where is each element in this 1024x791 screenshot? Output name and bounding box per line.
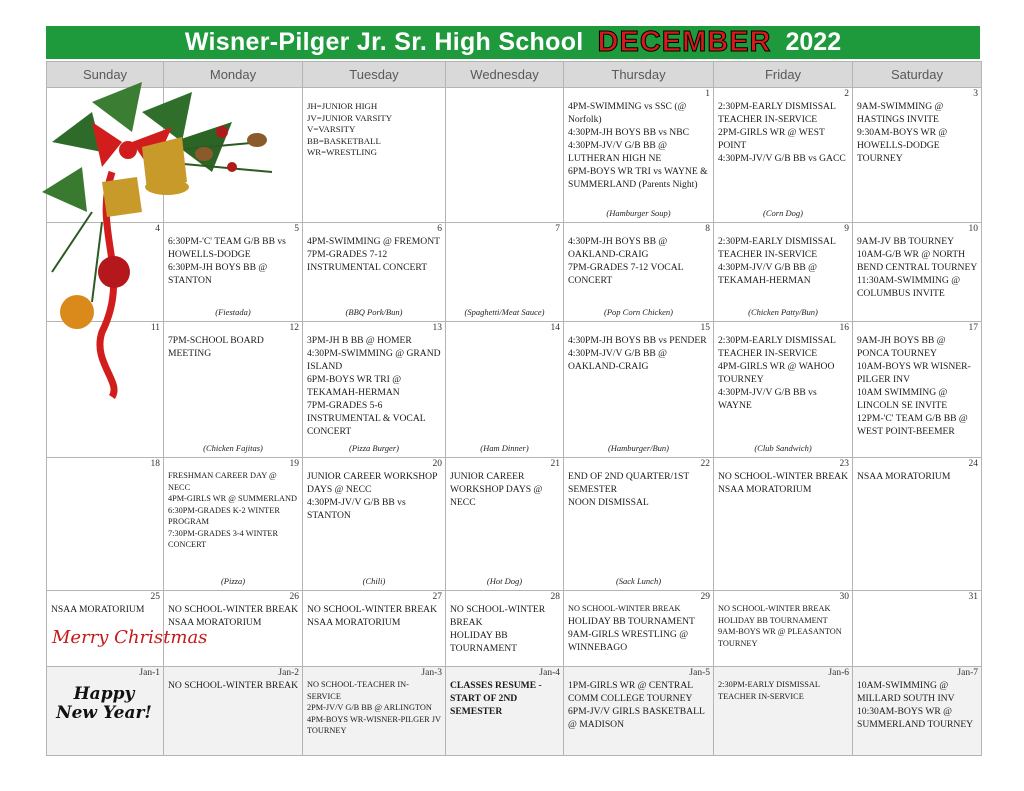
day-events: 9AM-SWIMMING @ HASTINGS INVITE 9:30AM-BOYS WR @ HOWELLS-DODGE TOURNEY [857,101,948,164]
day-events: 3PM-JH B BB @ HOMER 4:30PM-SWIMMING @ GRAND ISLAND 6PM-BOYS WR TRI @ TEKAMAH-HERMAN 7PM-GRADES 5-6 INSTRUMENTAL & VOCAL CONCERT [307,335,441,437]
day-events: 9AM-JV BB TOURNEY 10AM-G/B WR @ NORTH BEND CENTRAL TOURNEY 11:30AM-SWIMMING @ COLUMBUS INVITE [857,236,978,299]
day-number: 10 [968,224,978,234]
day-cell [303,223,446,322]
day-events: 6:30PM-'C' TEAM G/B BB vs HOWELLS-DODGE 6:30PM-JH BOYS BB @ STANTON [168,236,286,286]
day-events: NSAA MORATORIUM [51,604,145,615]
day-events: NO SCHOOL-TEACHER IN-SERVICE 2PM-JV/V G/B BB @ ARLINGTON 4PM-BOYS WR-WISNER-PILGER JV TOURNEY [307,680,441,735]
merry-christmas-text: Merry Christmas [52,627,208,648]
day-number: 4 [155,224,160,234]
day-number: 19 [289,459,299,469]
day-number: 2 [844,89,849,99]
day-cell [853,458,982,591]
day-number: 12 [289,323,299,333]
day-cell [564,667,714,756]
lunch-menu: (Ham Dinner) [480,443,529,453]
month-name: DECEMBER [597,26,772,58]
day-events: JUNIOR CAREER WORKSHOP DAYS @ NECC [450,471,543,508]
day-cell [564,322,714,458]
day-number: 29 [700,592,710,602]
day-events: 2:30PM-EARLY DISMISSAL TEACHER IN-SERVICE [718,680,820,701]
day-events: JUNIOR CAREER WORKSHOP DAYS @ NECC 4:30PM-JV/V G/B BB vs STANTON [307,471,438,521]
day-cell [564,458,714,591]
day-events: 4:30PM-JH BOYS BB @ OAKLAND-CRAIG 7PM-GRADES 7-12 VOCAL CONCERT [568,236,684,286]
day-number: 30 [839,592,849,602]
day-number: 22 [700,459,710,469]
day-cell [446,458,564,591]
calendar-title-banner [46,26,980,59]
lunch-menu: (Corn Dog) [763,208,803,218]
day-number: Jan-2 [278,668,299,678]
day-cell [446,223,564,322]
day-number: 23 [839,459,849,469]
day-cell [853,322,982,458]
day-events: 4:30PM-JH BOYS BB vs PENDER 4:30PM-JV/V G/B BB @ OAKLAND-CRAIG [568,335,707,372]
day-cell [714,322,853,458]
day-events: 7PM-SCHOOL BOARD MEETING [168,335,264,359]
day-events: NO SCHOOL-WINTER BREAK HOLIDAY BB TOURNAMENT 9AM-BOYS WR @ PLEASANTON TOURNEY [718,604,842,648]
day-cell-empty [446,88,564,223]
lunch-menu: (Chicken Fajitas) [203,443,263,453]
christmas-decoration-image [32,72,292,402]
header-saturday: Saturday [853,62,982,88]
day-number: 28 [550,592,560,602]
day-number: 25 [150,592,160,602]
lunch-menu: (BBQ Pork/Bun) [345,307,403,317]
day-number: 5 [294,224,299,234]
day-number: Jan-1 [139,668,160,678]
lunch-menu: (Chili) [362,576,386,586]
legend-cell [303,88,446,223]
day-number: Jan-7 [957,668,978,678]
day-number: 16 [839,323,849,333]
day-events: NO SCHOOL-WINTER BREAK [568,604,681,613]
day-cell [446,591,564,667]
day-cell [853,223,982,322]
day-cell [446,322,564,458]
day-number: 7 [555,224,560,234]
day-cell [564,88,714,223]
header-wednesday: Wednesday [446,62,564,88]
day-cell [853,591,982,667]
header-tuesday: Tuesday [303,62,446,88]
day-events: FRESHMAN CAREER DAY @ NECC 4PM-GIRLS WR @ SUMMERLAND 6:30PM-GRADES K-2 WINTER PROGRAM 7:30PM-GRADES 3-4 WINTER CONCERT [168,471,297,549]
day-events: 1PM-GIRLS WR @ CENTRAL COMM COLLEGE TOURNEY 6PM-JV/V GIRLS BASKETBALL @ MADISON [568,680,705,730]
day-number: 26 [289,592,299,602]
lunch-menu: (Pizza Burger) [349,443,399,453]
day-cell [164,458,303,591]
day-cell [714,667,853,756]
lunch-menu: (Spaghetti/Meat Sauce) [464,307,545,317]
abbreviation-legend: JH=JUNIOR HIGH JV=JUNIOR VARSITY V=VARSITY BB=BASKETBALL WR=WRESTLING [307,101,393,157]
day-events: NO SCHOOL-WINTER BREAK NSAA MORATORIUM [718,471,849,495]
happy-new-year-image [56,685,152,737]
header-friday: Friday [714,62,853,88]
day-cell [714,223,853,322]
header-sunday: Sunday [47,62,164,88]
day-cell [564,223,714,322]
day-number: 9 [844,224,849,234]
day-cell [714,591,853,667]
lunch-menu: (Pop Corn Chicken) [604,307,673,317]
day-number: Jan-3 [421,668,442,678]
day-number: 20 [432,459,442,469]
day-number: 24 [968,459,978,469]
day-events: 2:30PM-EARLY DISMISSAL TEACHER IN-SERVICE 4:30PM-JV/V G/B BB @ TEKAMAH-HERMAN [718,236,836,286]
day-cell [303,458,446,591]
day-number: 1 [705,89,710,99]
school-name: Wisner-Pilger Jr. Sr. High School [184,28,584,56]
day-number: 17 [968,323,978,333]
year: 2022 [785,28,842,56]
day-number: Jan-5 [689,668,710,678]
day-number: 31 [968,592,978,602]
day-cell [714,88,853,223]
day-events: 9AM-JH BOYS BB @ PONCA TOURNEY 10AM-BOYS WR WISNER-PILGER INV 10AM SWIMMING @ LINCOLN SE INVITE 12PM-'C' TEAM G/B BB @ WEST POINT-BEEMER [857,335,971,437]
day-number: Jan-6 [828,668,849,678]
day-events: 2:30PM-EARLY DISMISSAL TEACHER IN-SERVICE 4PM-GIRLS WR @ WAHOO TOURNEY 4:30PM-JV/V G/B BB vs WAYNE [718,335,836,411]
header-monday: Monday [164,62,303,88]
day-cell [47,458,164,591]
lunch-menu: (Sack Lunch) [615,576,662,586]
day-cell [564,591,714,667]
day-cell [853,667,982,756]
day-events: HOLIDAY BB TOURNAMENT 9AM-GIRLS WRESTLING @ WINNEBAGO [568,615,695,653]
day-events: NSAA MORATORIUM [857,471,951,482]
day-number: 3 [973,89,978,99]
week-row [47,667,982,756]
lunch-menu: (Chicken Patty/Bun) [748,307,818,317]
lunch-menu: (Hot Dog) [486,576,523,586]
day-events: 10AM-SWIMMING @ MILLARD SOUTH INV 10:30AM-BOYS WR @ SUMMERLAND TOURNEY [857,680,974,730]
day-number: 8 [705,224,710,234]
day-cell [853,88,982,223]
day-number: Jan-4 [539,668,560,678]
day-cell [303,591,446,667]
day-events: NO SCHOOL-WINTER BREAK HOLIDAY BB TOURNAMENT [450,604,546,654]
day-number: 27 [432,592,442,602]
lunch-menu: (Club Sandwich) [754,443,812,453]
day-number: 14 [550,323,560,333]
happy-text: Happy [73,684,135,704]
day-number: 15 [700,323,710,333]
day-events: 4PM-SWIMMING vs SSC (@ Norfolk) 4:30PM-JH BOYS BB vs NBC 4:30PM-JV/V G/B BB @ LUTHERAN HIGH NE 6PM-BOYS WR TRI vs WAYNE & SUMMERLAND (Parents Night) [568,101,708,190]
week-row [47,458,982,591]
day-events: CLASSES RESUME - START OF 2ND SEMESTER [450,680,542,717]
day-number: 18 [150,459,160,469]
day-number: 21 [550,459,560,469]
lunch-menu: (Hamburger/Bun) [607,443,670,453]
day-cell [164,667,303,756]
lunch-menu: (Hamburger Soup) [606,208,671,218]
day-number: 11 [150,323,160,333]
day-events: 2:30PM-EARLY DISMISSAL TEACHER IN-SERVICE 2PM-GIRLS WR @ WEST POINT 4:30PM-JV/V G/B BB vs GACC [718,101,846,164]
day-events: NO SCHOOL-WINTER BREAK NSAA MORATORIUM [168,604,299,628]
day-events: 4PM-SWIMMING @ FREMONT 7PM-GRADES 7-12 INSTRUMENTAL CONCERT [307,236,441,273]
lunch-menu: (Pizza) [220,576,246,586]
day-events: END OF 2ND QUARTER/1ST SEMESTER NOON DISMISSAL [568,471,690,508]
day-number: 13 [432,323,442,333]
day-cell [303,322,446,458]
day-cell [446,667,564,756]
new-year-text: New Year! [56,703,152,723]
day-events: NO SCHOOL-WINTER BREAK NSAA MORATORIUM [307,604,438,628]
day-events: NO SCHOOL-WINTER BREAK [168,680,299,691]
header-thursday: Thursday [564,62,714,88]
day-cell [714,458,853,591]
day-cell [303,667,446,756]
lunch-menu: (Fiestada) [215,307,251,317]
day-number: 6 [437,224,442,234]
